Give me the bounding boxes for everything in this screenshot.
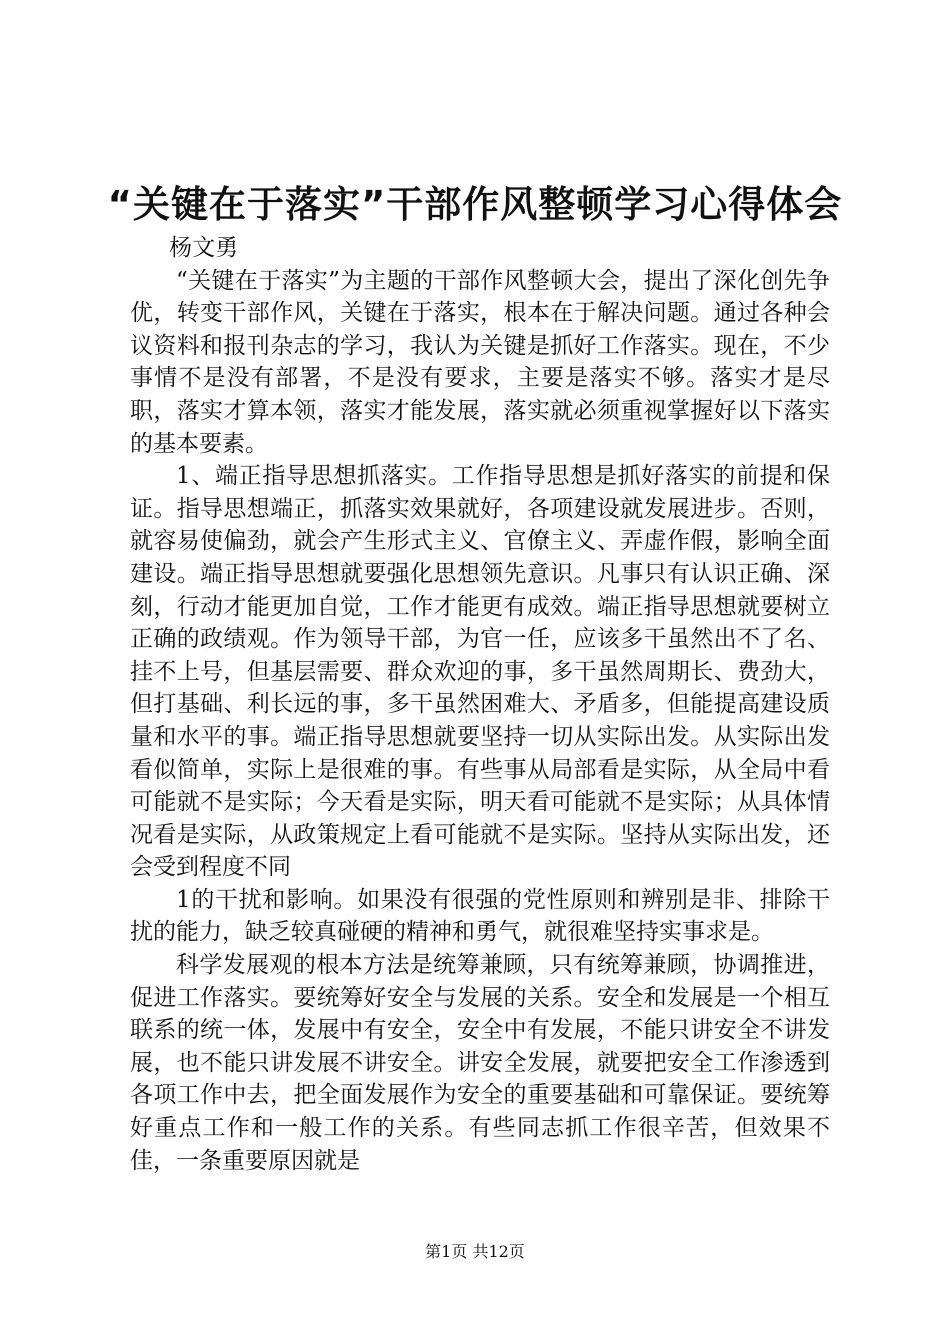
paragraph-intro: “关键在于落实”为主题的干部作风整顿大会，提出了深化创先争优，转变干部作风，关键在于落实，根本在于解决问题。通过各种会议资料和报刊杂志的学习，我认为关键是抓好工作落实。现在，不少事情不是没有部署，不是没有要求，主要是落实不够。落实才是尽职，落实才算本领，落实才能发展，落实就必须重视掌握好以下落实的基本要素。 (130, 267, 830, 457)
page-number-footer: 第1页 共12页 (425, 1242, 525, 1261)
author-name: 杨文勇 (169, 235, 239, 261)
paragraph-continuation: 1的干扰和影响。如果没有很强的党性原则和辨别是非、排除干扰的能力，缺乏较真碰硬的精神和勇气，就很难坚持实事求是。 (130, 886, 830, 946)
paragraph-overall-planning: 科学发展观的根本方法是统筹兼顾，只有统筹兼顾，协调推进，促进工作落实。要统筹好安全与发展的关系。安全和发展是一个相互联系的统一体，发展中有安全，安全中有发展，不能只讲安全不讲发展，也不能只讲发展不讲安全。讲安全发展，就要把安全工作渗透到各项工作中去，把全面发展作为安全的重要基础和可靠保证。要统筹好重点工作和一般工作的关系。有些同志抓工作很辛苦，但效果不佳，一条重要原因就是 (130, 952, 830, 1174)
document-title: “关键在于落实”干部作风整顿学习心得体会 (107, 183, 843, 226)
paragraph-point-1: 1、端正指导思想抓落实。工作指导思想是抓好落实的前提和保证。指导思想端正，抓落实效果就好，各项建设就发展进步。否则，就容易使偏劲，就会产生形式主义、官僚主义、弄虚作假，影响全面建设。端正指导思想就要强化思想领先意识。凡事只有认识正确、深刻，行动才能更加自觉，工作才能更有成效。端正指导思想就要树立正确的政绩观。作为领导干部，为官一任，应该多干虽然出不了名、挂不上号，但基层需要、群众欢迎的事，多干虽然周期长、费劲大，但打基础、利长远的事，多干虽然困难大、矛盾多，但能提高建设质量和水平的事。端正指导思想就要坚持一切从实际出发。从实际出发看似简单，实际上是很难的事。有些事从局部看是实际，从全局中看可能就不是实际；今天看是实际，明天看可能就不是实际；从具体情况看是实际，从政策规定上看可能就不是实际。坚持从实际出发，还会受到程度不同 (130, 463, 830, 881)
document-body (130, 232, 830, 1177)
